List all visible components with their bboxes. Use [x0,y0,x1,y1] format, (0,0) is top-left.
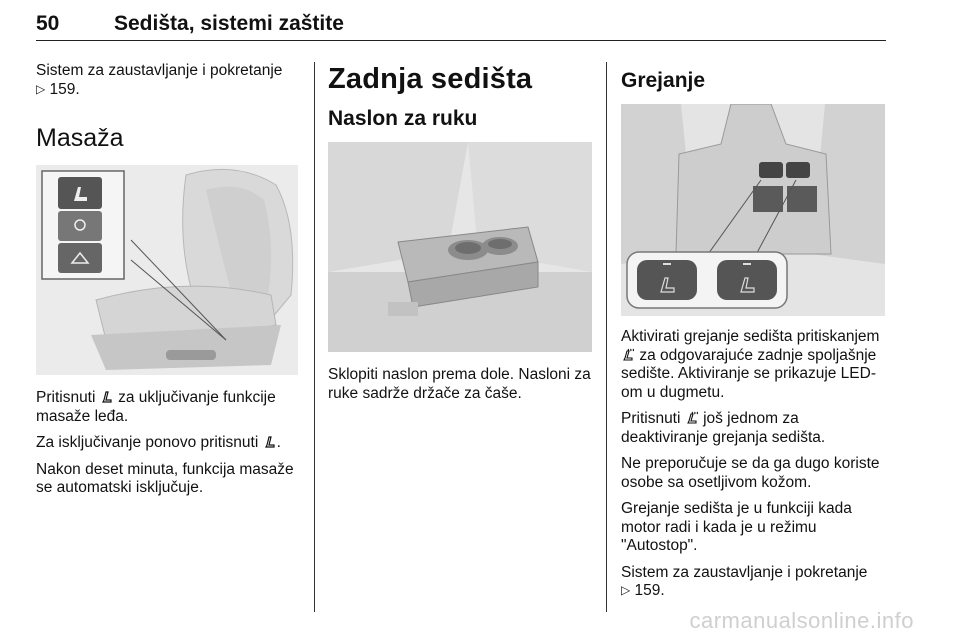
armrest-figure [328,142,592,352]
massage-paragraph-1 [36,389,298,426]
intro-line: Sistem za zaustavljanje i pokretanje [36,62,283,79]
intro-text [36,62,298,99]
armrest-paragraph: Sklopiti naslon prema dole. Nasloni za ruke sadrže držače za čaše. [328,366,591,402]
heating-paragraph-5 [621,564,887,601]
massage-paragraph-2 [36,434,298,453]
page-reference[interactable]: 159. [634,582,665,599]
page-reference[interactable]: 159. [49,80,80,98]
rear-seats-heading: Zadnja sedišta [328,63,533,95]
text-run: Pritisnuti [621,410,681,427]
arrow-ref-icon: ▷ [621,583,631,597]
text-run: . [276,434,281,451]
armrest-heading: Naslon za ruku [328,107,478,130]
column-2 [328,62,592,403]
section-title: Sedišta, sistemi zaštite [114,12,344,35]
heating-heading: Grejanje [621,69,706,92]
massage-paragraph-3: Nakon deset minuta, funkcija masaže se automatski isključuje. [36,460,294,496]
header-rule [36,40,886,41]
heating-paragraph-1 [621,328,887,402]
massage-seat-icon [100,390,114,404]
text-run: Sistem za zaustavljanje i pokretanje [621,563,868,581]
massage-seat-figure [36,165,298,375]
column-divider [314,62,315,612]
text-run: Aktivirati grejanje sedišta pritiskanjem [621,328,880,345]
page-header [36,6,886,40]
heating-paragraph-4: Grejanje sedišta je u funkciji kada motor radi i kada je u režimu "Autostop". [621,500,852,554]
text-run: Pritisnuti [36,389,96,406]
column-1 [36,62,298,506]
text-run: Za isključivanje ponovo pritisnuti [36,434,259,451]
heating-paragraph-3: Ne preporučuje se da ga dugo koriste osobe sa osetljivom kožom. [621,455,880,491]
watermark: carmanualsonline.info [689,608,914,633]
text-run: još jednom za deaktiviranje grejanja sedišta. [621,410,826,446]
rear-console-figure [621,104,885,316]
column-divider [606,62,607,612]
arrow-ref-icon: ▷ [36,81,46,96]
massage-seat-icon [263,435,277,449]
heated-seat-icon [621,348,635,362]
text-run: za uključivanje funkcije masaže leđa. [36,389,276,425]
heating-paragraph-2 [621,410,887,447]
heated-seat-icon [685,411,699,425]
text-run: za odgovarajuće zadnje spoljašnje sedište. Aktiviranje se prikazuje LED-om u dugmetu. [621,346,877,401]
page-number: 50 [36,12,60,35]
column-3 [621,62,887,601]
massage-heading: Masaža [36,124,124,152]
